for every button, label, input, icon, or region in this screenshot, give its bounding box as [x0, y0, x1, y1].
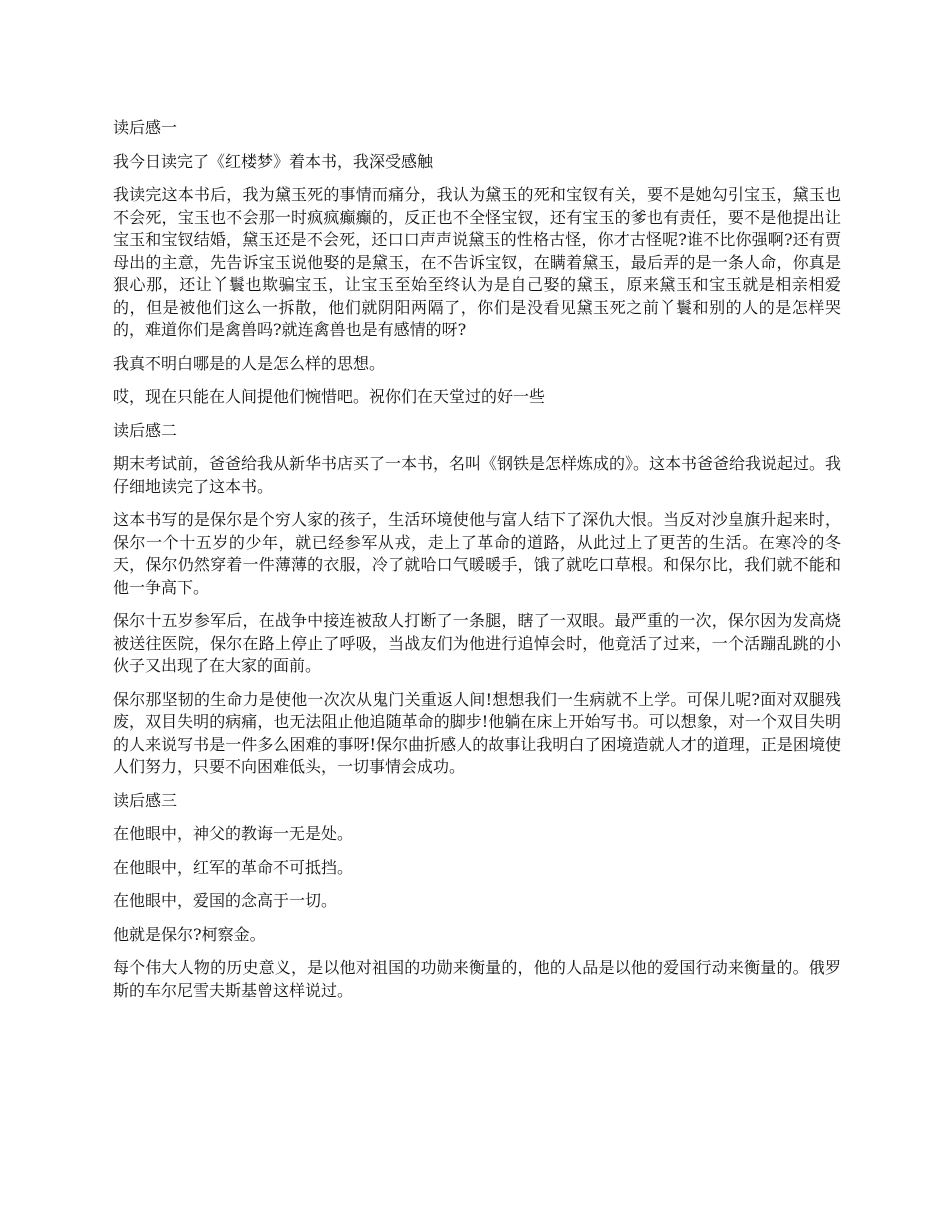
paragraph-body-5: 这本书写的是保尔是个穷人家的孩子，生活环境使他与富人结下了深仇大恨。当反对沙皇旗升起来时，保尔一个十五岁的少年，就已经参军从戎，走上了革命的道路，从此过上了更苦的生活。在寒冷的冬天，保尔仍然穿着一件薄薄的衣服，冷了就哈口气暖暖手，饿了就吃口草根。和保尔比，我们就不能和他一争高下。 [113, 510, 841, 597]
section-heading-1: 读后感一 [113, 118, 178, 137]
paragraph-body-7: 保尔那坚韧的生命力是使他一次次从鬼门关重返人间!想想我们一生病就不上学。可保儿呢?面对双腿残废，双目失明的病痛，也无法阻止他追随革命的脚步!他躺在床上开始写书。可以想象，对一个双目失明的人来说写书是一件多么困难的事呀!保尔曲折感人的故事让我明白了困境造就人才的道理，正是困境使人们努力，只要不向困难低头，一切事情会成功。 [113, 689, 841, 776]
paragraph-body-8: 在他眼中，神父的教诲一无是处。 [113, 824, 354, 843]
document-page [113, 117, 841, 1013]
paragraph-body-11: 他就是保尔?柯察金。 [113, 924, 266, 944]
paragraph-body-9: 在他眼中，红军的革命不可抵挡。 [113, 857, 354, 877]
paragraph-body-6: 保尔十五岁参军后，在战争中接连被敌人打断了一条腿，瞎了一双眼。最严重的一次，保尔因为发高烧被送往医院，保尔在路上停止了呼吸，当战友们为他进行追悼会时，他竟活了过来，一个活蹦乱跳的小伙子又出现了在大家的面前。 [113, 611, 841, 675]
paragraph-intro-1: 我今日读完了《红楼梦》着本书，我深受感触 [113, 151, 434, 171]
paragraph-body-4: 期末考试前，爸爸给我从新华书店买了一本书，名叫《钢铁是怎样炼成的》。这本书爸爸给我说起过。我仔细地读完了这本书。 [113, 454, 842, 496]
paragraph-body-1: 我读完这本书后，我为黛玉死的事情而痛分，我认为黛玉的死和宝钗有关，要不是她勾引宝玉，黛玉也不会死，宝玉也不会那一时疯疯癫癫的，反正也不全怪宝钗，还有宝玉的爹也有责任，要不是他提出让宝玉和宝钗结婚，黛玉还是不会死，还口口声声说黛玉的性格古怪，你才古怪呢?谁不比你强啊?还有贾母出的主意，先告诉宝玉说他娶的是黛玉，在不告诉宝钗，在瞒着黛玉，最后弄的是一条人命，你真是狠心那，还让丫鬟也欺骗宝玉，让宝玉至始至终认为是自己娶的黛玉，原来黛玉和宝玉就是相亲相爱的，但是被他们这么一拆散，他们就阴阳两隔了，你们是没看见黛玉死之前丫鬟和别的人的是怎样哭的，难道你们是禽兽吗?就连禽兽也是有感情的呀? [113, 185, 841, 339]
paragraph-body-2: 我真不明白哪是的人是怎么样的思想。 [113, 353, 386, 373]
section-heading-3: 读后感三 [113, 790, 178, 810]
paragraph-body-12: 每个伟大人物的历史意义，是以他对祖国的功勋来衡量的，他的人品是以他的爱国行动来衡量的。俄罗斯的车尔尼雪夫斯基曾这样说过。 [113, 958, 841, 1000]
paragraph-body-10: 在他眼中，爱国的念高于一切。 [113, 891, 338, 910]
section-heading-2: 读后感二 [113, 420, 178, 440]
paragraph-body-3: 哎，现在只能在人间提他们惋惜吧。祝你们在天堂过的好一些 [113, 387, 546, 406]
